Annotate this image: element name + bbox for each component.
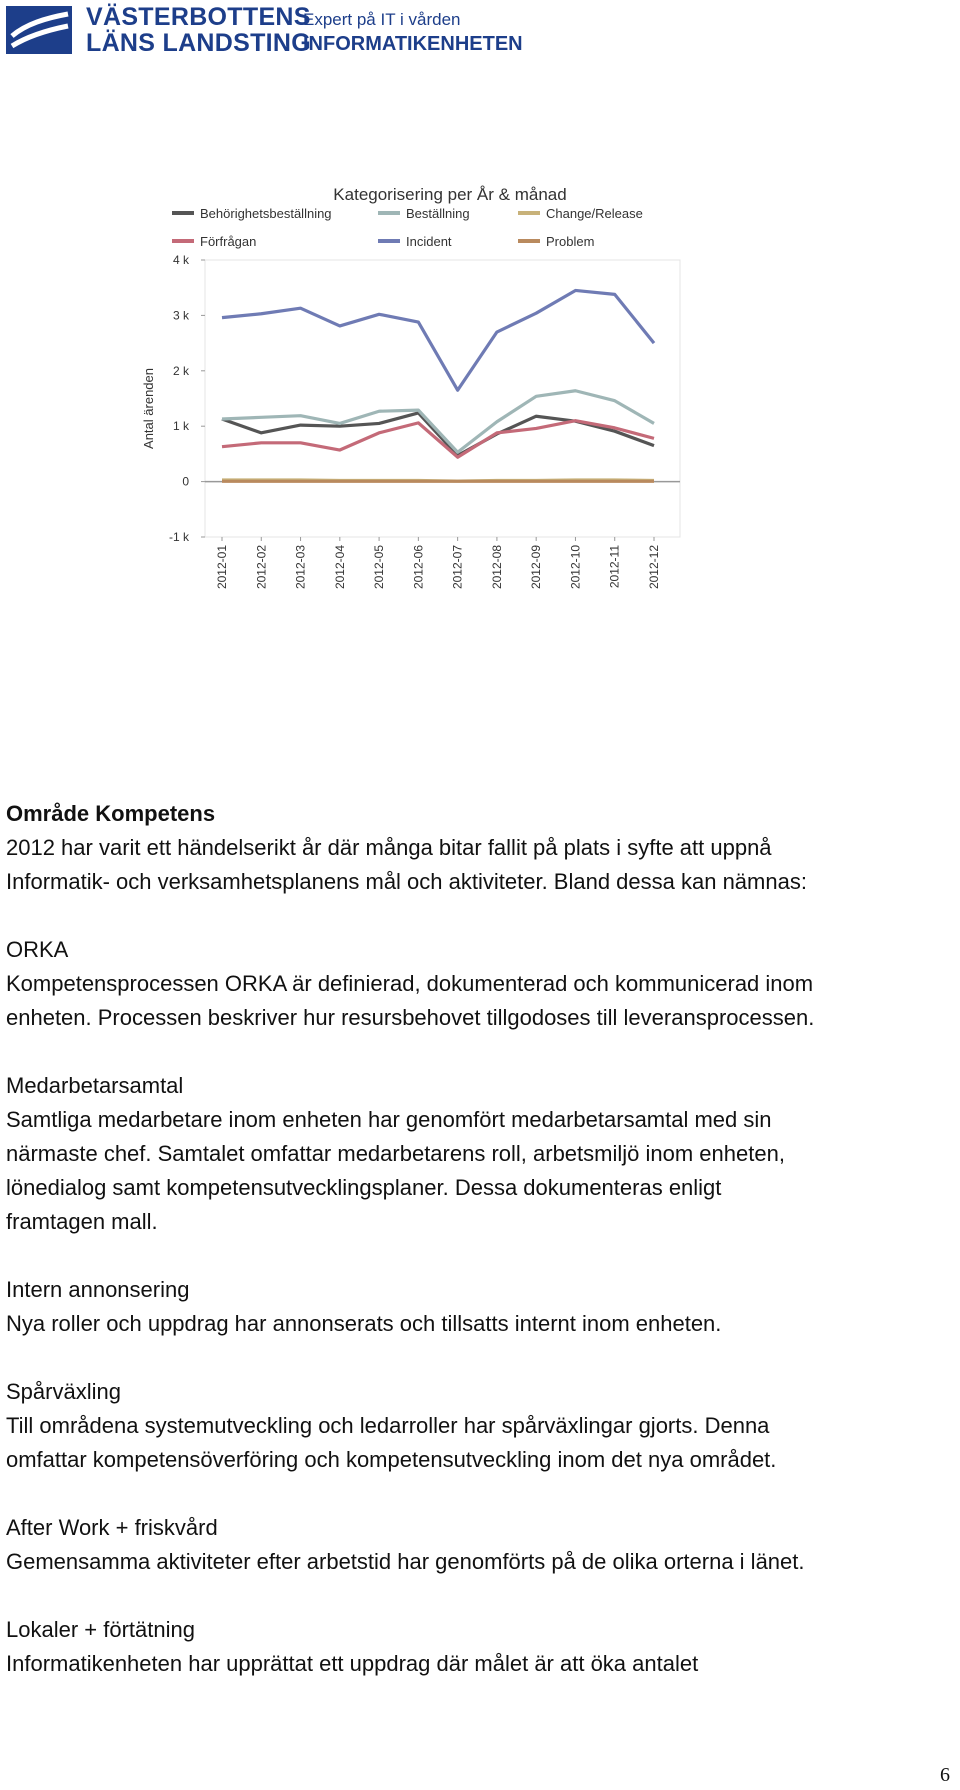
legend-label: Change/Release	[546, 206, 643, 221]
x-tick-label: 2012-01	[215, 545, 229, 590]
y-tick-label: 4 k	[172, 253, 189, 267]
legend-label: Förfrågan	[200, 234, 257, 249]
body-text	[6, 797, 946, 1681]
y-tick-label: 0	[182, 474, 189, 489]
x-tick-label: 2012-03	[293, 545, 308, 590]
section-title: Område Kompetens	[6, 801, 216, 826]
x-tick-label: 2012-12	[647, 545, 661, 590]
y-tick-label: -1 k	[168, 530, 189, 544]
series-line	[222, 413, 654, 456]
x-tick-label: 2012-04	[332, 545, 347, 590]
unit-name: INFORMATIKENHETEN	[303, 33, 523, 55]
paragraph-line: Informatikenheten har upprättat ett uppdrag där målet är att öka antalet	[6, 1651, 699, 1676]
paragraph-line: Samtliga medarbetare inom enheten har genomfört medarbetarsamtal med sin	[6, 1107, 772, 1132]
page-header	[6, 4, 526, 60]
subsection-heading-intern-annonsering: Intern annonsering	[6, 1277, 190, 1302]
paragraph-line: omfattar kompetensöverföring och kompetensutveckling inom det nya området.	[6, 1447, 777, 1472]
y-tick-label: 3 k	[172, 308, 189, 323]
x-tick-label: 2012-02	[254, 545, 269, 590]
series-line	[222, 290, 654, 390]
chart-title: Kategorisering per År & månad	[333, 185, 567, 204]
subsection-heading-orka: ORKA	[6, 937, 69, 962]
subsection-heading-medarbetarsamtal: Medarbetarsamtal	[6, 1073, 184, 1098]
subsection-heading-sparvaxling: Spårväxling	[6, 1379, 121, 1404]
intro-line: Informatik- och verksamhetsplanens mål och aktiviteter. Bland dessa kan nämnas:	[6, 869, 807, 894]
x-tick-label: 2012-05	[372, 545, 387, 590]
category-line-chart	[141, 185, 790, 710]
y-tick-label: 2 k	[172, 363, 189, 378]
county-council-logo	[6, 6, 72, 54]
y-axis-label: Antal ärenden	[141, 368, 156, 449]
org-name	[86, 4, 311, 56]
x-tick-label: 2012-06	[411, 545, 426, 590]
subsection-heading-lokaler: Lokaler + förtätning	[6, 1617, 195, 1642]
paragraph-line: lönedialog samt kompetensutvecklingsplaner. Dessa dokumenteras enligt	[6, 1175, 722, 1200]
org-name-line2: LÄNS LANDSTING	[86, 29, 312, 57]
chart-svg	[141, 185, 790, 710]
paragraph-line: framtagen mall.	[6, 1209, 158, 1234]
subsection-heading-after-work: After Work + friskvård	[6, 1515, 218, 1540]
legend-label: Incident	[406, 234, 452, 249]
intro-line: 2012 har varit ett händelserikt år där många bitar fallit på plats i syfte att uppnå	[6, 835, 772, 860]
paragraph-line: Till områdena systemutveckling och ledarroller har spårväxlingar gjorts. Denna	[6, 1413, 770, 1438]
x-tick-label: 2012-10	[568, 545, 583, 590]
x-tick-label: 2012-08	[489, 545, 504, 590]
paragraph-line: Nya roller och uppdrag har annonserats och tillsatts internt inom enheten.	[6, 1311, 722, 1336]
legend-label: Behörighetsbeställning	[200, 206, 332, 221]
paragraph-line: Gemensamma aktiviteter efter arbetstid har genomförts på de olika orterna i länet.	[6, 1549, 805, 1574]
x-tick-label: 2012-11	[607, 545, 622, 589]
org-name-line1: VÄSTERBOTTENS	[86, 3, 311, 31]
x-tick-label: 2012-07	[450, 545, 465, 590]
paragraph-line: enheten. Processen beskriver hur resursbehovet tillgodoses till leveransprocessen.	[6, 1005, 815, 1030]
y-tick-label: 1 k	[172, 419, 189, 434]
tagline: Expert på IT i vården	[303, 10, 461, 29]
paragraph-line: Kompetensprocessen ORKA är definierad, dokumenterad och kommunicerad inom	[6, 971, 814, 996]
x-tick-label: 2012-09	[529, 545, 544, 590]
legend-label: Problem	[546, 234, 595, 249]
legend-label: Beställning	[406, 206, 470, 221]
page-number: 6	[940, 1764, 950, 1786]
paragraph-line: närmaste chef. Samtalet omfattar medarbetarens roll, arbetsmiljö inom enheten,	[6, 1141, 785, 1166]
